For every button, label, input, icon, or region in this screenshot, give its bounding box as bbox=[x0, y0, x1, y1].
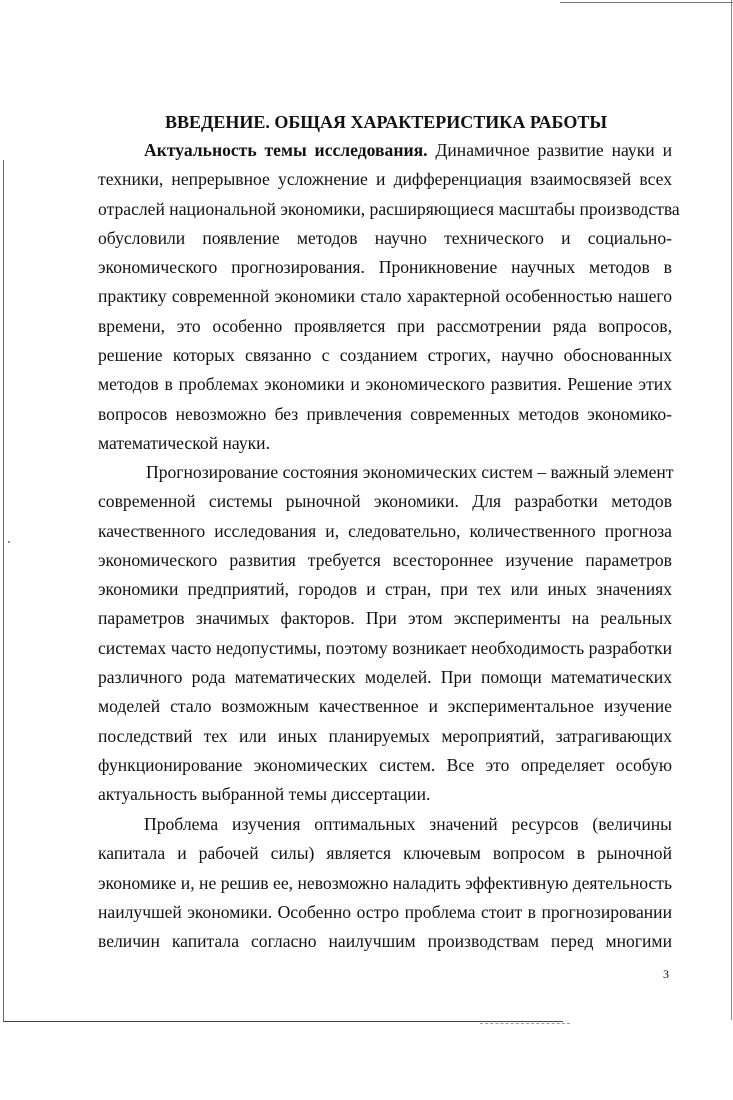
text-line: современной системы рыночной экономики. Для разработки методов bbox=[98, 491, 672, 512]
paragraph-forecasting bbox=[98, 458, 672, 810]
scan-edge-top bbox=[560, 2, 733, 3]
text-line: техники, непрерывное усложнение и дифференциация взаимосвязей всех bbox=[98, 169, 672, 190]
paragraph-relevance bbox=[98, 136, 680, 458]
page-title: ВВЕДЕНИЕ. ОБЩАЯ ХАРАКТЕРИСТИКА РАБОТЫ bbox=[164, 112, 608, 132]
text-line: математической науки. bbox=[98, 432, 270, 453]
text-line: Проблема изучения оптимальных значений ресурсов (величины bbox=[144, 814, 672, 834]
text-line: экономики предприятий, городов и стран, при тех или иных значениях bbox=[98, 579, 672, 600]
scan-edge-bottom bbox=[3, 1021, 563, 1022]
scan-edge-right bbox=[731, 0, 732, 1020]
text-line: моделей стало возможным качественное и экспериментальное изучение bbox=[98, 696, 672, 717]
text-line: вопросов невозможно без привлечения современных методов экономико- bbox=[98, 403, 672, 424]
text-line: наилучшей экономики. Особенно остро проблема стоит в прогнозировании bbox=[98, 901, 672, 922]
text-line: параметров значимых факторов. При этом эксперименты на реальных bbox=[98, 608, 672, 629]
text-line: системах часто недопустимы, поэтому возникает необходимость разработки bbox=[98, 637, 672, 658]
text-line: решение которых связанно с созданием строгих, научно обоснованных bbox=[98, 345, 672, 366]
text-line: обусловили появление методов научно технического и социально- bbox=[98, 227, 672, 248]
paragraph-lead: Актуальность темы исследования. bbox=[144, 140, 428, 160]
text-line: величин капитала согласно наилучшим производствам перед многими bbox=[98, 931, 672, 952]
text-line: Прогнозирование состояния экономических систем – важный элемент bbox=[146, 462, 674, 482]
text-line: практику современной экономики стало характерной особенностью нашего bbox=[98, 286, 672, 307]
text-line: последствий тех или иных планируемых мероприятий, затрагивающих bbox=[98, 725, 672, 746]
scan-edge-bottom-dash bbox=[480, 1023, 570, 1024]
text-line: экономике и, не решив ее, невозможно наладить эффективную деятельность bbox=[98, 872, 672, 893]
text-line: капитала и рабочей силы) является ключевым вопросом в рыночной bbox=[98, 843, 672, 864]
paragraph-resources bbox=[98, 810, 672, 956]
page-number: 3 bbox=[663, 967, 669, 981]
text-line: актуальность выбранной темы диссертации. bbox=[98, 784, 431, 805]
text-line: функционирование экономических систем. Все это определяет особую bbox=[98, 754, 672, 775]
text-line: методов в проблемах экономики и экономического развития. Решение этих bbox=[98, 374, 672, 395]
text-line: времени, это особенно проявляется при рассмотрении ряда вопросов, bbox=[98, 315, 672, 336]
text-line: Динамичное развитие науки и bbox=[427, 140, 672, 160]
text-line: экономического развития требуется всестороннее изучение параметров bbox=[98, 549, 672, 570]
text-line: качественного исследования и, следовательно, количественного прогноза bbox=[98, 520, 672, 541]
text-line: отраслей национальной экономики, расширяющиеся масштабы производства bbox=[98, 198, 680, 219]
scan-speck bbox=[8, 541, 10, 543]
text-line: различного рода математических моделей. При помощи математических bbox=[98, 667, 672, 688]
scan-edge-left bbox=[3, 160, 4, 1022]
text-line: экономического прогнозирования. Проникновение научных методов в bbox=[98, 257, 672, 278]
